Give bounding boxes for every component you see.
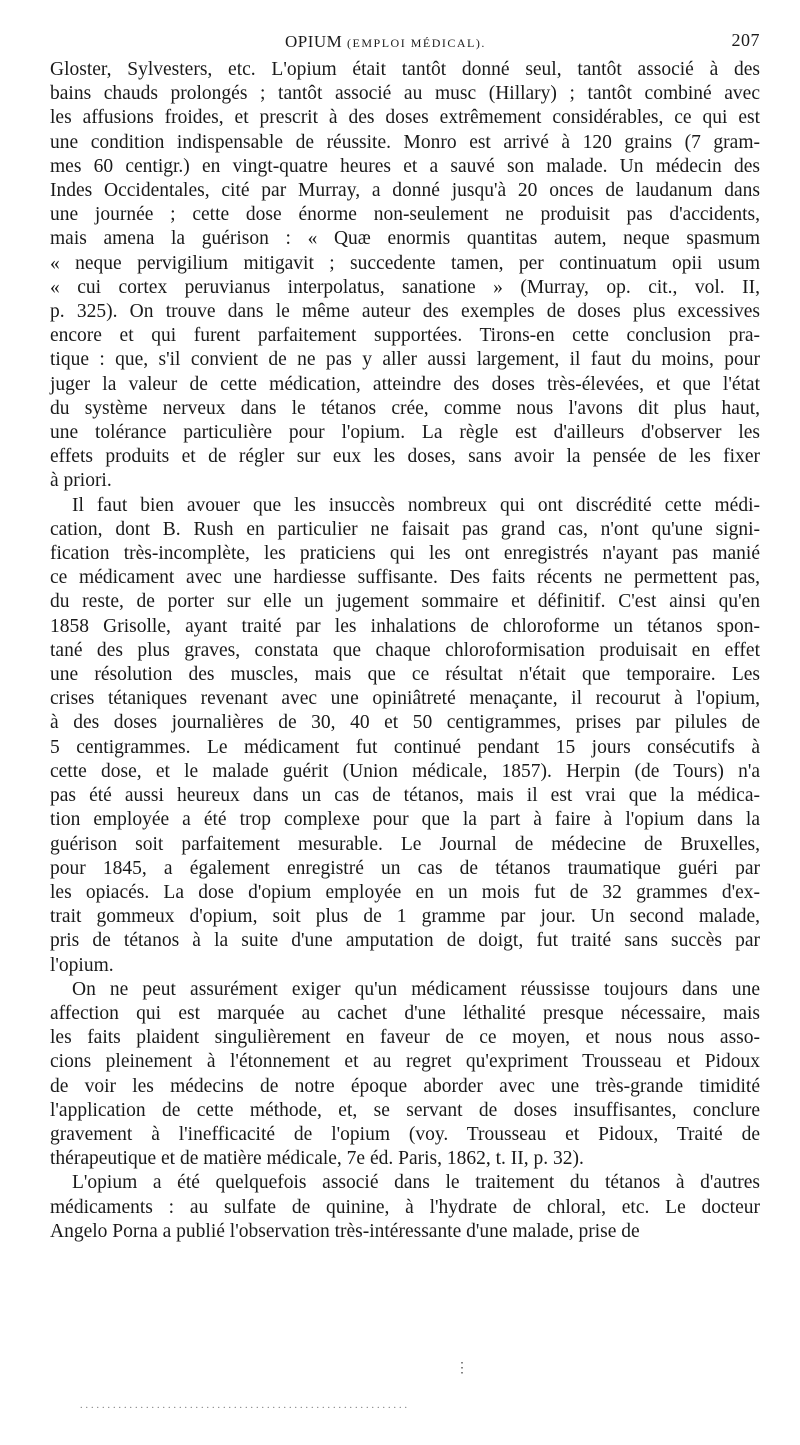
text-line: « cui cortex peruvianus interpolatus, sanatione » (Murray, op. cit., vol. II, [50,276,760,298]
text-line: crises tétaniques revenant avec une opiniâtreté menaçante, il recourut à l'opium, [50,688,760,710]
text-line: du reste, de porter sur elle un jugement sommaire et définitif. C'est ainsi qu'en [50,591,760,613]
text-line: p. 325). On trouve dans le même auteur des exemples de doses plus excessives [50,301,760,323]
text-line: pas été aussi heureux dans un cas de tétanos, mais il est vrai que la médica- [50,785,760,807]
text-line: fication très-incomplète, les praticiens qui les ont enregistrés n'ayant pas manié [50,543,760,565]
text-line: thérapeutique et de matière médicale, 7e éd. Paris, 1862, t. II, p. 32). [50,1148,584,1170]
text-line: l'opium. [50,954,114,976]
text-line: l'application de cette méthode, et, se servant de doses insuffisantes, conclure [50,1099,760,1121]
paragraph [50,978,760,1172]
text-line: gravement à l'inefficacité de l'opium (voy. Trousseau et Pidoux, Traité de [50,1123,760,1145]
paragraph [50,58,760,494]
text-line: pour 1845, a également enregistré un cas de tétanos traumatique guéri par [50,857,760,879]
text-line: juger la valeur de cette médication, atteindre des doses très-élevées, et que l'état [50,373,760,395]
text-line: cette dose, et le malade guérit (Union médicale, 1857). Herpin (de Tours) n'a [50,760,760,782]
text-line: les affusions froides, et prescrit à des doses extrêmement considérables, ce qui est [50,107,760,129]
text-line: L'opium a été quelquefois associé dans le traitement du tétanos à d'autres [72,1172,760,1194]
text-line: une résolution des muscles, mais que ce résultat n'était que temporaire. Les [50,664,760,686]
page [50,30,760,1244]
text-line: cions pleinement à l'étonnement et au regret qu'expriment Trousseau et Pidoux [50,1051,760,1073]
running-title-main: OPIUM [285,32,343,51]
footer-rule: ............................................................ [80,1400,410,1411]
text-line: 5 centigrammes. Le médicament fut continué pendant 15 jours consécutifs à [50,736,760,758]
text-line: une journée ; cette dose énorme non-seulement ne produisit pas d'accidents, [50,204,760,226]
text-line: de voir les médecins de notre époque aborder avec une très-grande timidité [50,1075,760,1097]
text-line: à priori. [50,470,112,492]
text-line: pris de tétanos à la suite d'une amputation de doigt, fut traité sans succès par [50,930,760,952]
text-line: guérison soit parfaitement mesurable. Le Journal de médecine de Bruxelles, [50,833,760,855]
text-line: les opiacés. La dose d'opium employée en un mois fut de 32 grammes d'ex- [50,881,760,903]
text-line: effets produits et de régler sur eux les doses, sans avoir la pensée de les fixer [50,446,760,468]
text-line: encore et qui furent parfaitement supportées. Tirons-en cette conclusion pra- [50,325,760,347]
text-line: les faits plaident singulièrement en faveur de ce moyen, et nous nous asso- [50,1027,760,1049]
text-line: tané des plus graves, constata que chaque chloroformisation produisait en effet [50,639,760,661]
text-line: mes 60 centigr.) en vingt-quatre heures et a sauvé son malade. Un médecin des [50,155,760,177]
text-line: On ne peut assurément exiger qu'un médicament réussisse toujours dans une [72,978,760,1000]
text-line: une condition indispensable de réussite. Monro est arrivé à 120 grains (7 gram- [50,131,760,153]
text-line: mais amena la guérison : « Quæ enormis quantitas autem, neque spasmum [50,228,760,250]
text-line: « neque pervigilium mitigavit ; succedente tamen, per continuatum opii usum [50,252,760,274]
text-line: tique : que, s'il convient de ne pas y aller aussi largement, il faut du moins, pour [50,349,760,371]
text-line: médicaments : au sulfate de quinine, à l'hydrate de chloral, etc. Le docteur [50,1196,760,1218]
text-line: trait gommeux d'opium, soit plus de 1 gramme par jour. Un second malade, [50,906,760,928]
text-line: du système nerveux dans le tétanos crée, comme nous l'avons dit plus haut, [50,397,760,419]
text-line: Il faut bien avouer que les insuccès nombreux qui ont discrédité cette médi- [72,494,760,516]
printer-mark: ⋮ [455,1361,469,1376]
text-line: cation, dont B. Rush en particulier ne faisait pas grand cas, n'ont qu'une signi- [50,518,760,540]
text-line: ce médicament avec une hardiesse suffisante. Des faits récents ne permettent pas, [50,567,760,589]
text-line: affection qui est marquée au cachet d'une léthalité presque nécessaire, mais [50,1002,760,1024]
running-header [50,30,760,58]
text-line: 1858 Grisolle, ayant traité par les inhalations de chloroforme un tétanos spon- [50,615,760,637]
running-title-sub: (EMPLOI MÉDICAL). [347,36,486,50]
page-number: 207 [731,30,760,50]
text-line: à des doses journalières de 30, 40 et 50 centigrammes, prises par pilules de [50,712,760,734]
paragraph [50,1171,760,1244]
text-line: une tolérance particulière pour l'opium. La règle est d'ailleurs d'observer les [50,422,760,444]
text-line: Angelo Porna a publié l'observation très-intéressante d'une malade, prise de [50,1220,640,1242]
text-line: tion employée a été trop complexe pour que la part à faire à l'opium dans la [50,809,760,831]
text-line: Gloster, Sylvesters, etc. L'opium était tantôt donné seul, tantôt associé à des [50,59,760,80]
paragraph [50,494,760,978]
running-title [285,32,486,52]
text-line: Indes Occidentales, cité par Murray, a donné jusqu'à 20 onces de laudanum dans [50,180,760,202]
text-line: bains chauds prolongés ; tantôt associé au musc (Hillary) ; tantôt combiné avec [50,83,760,105]
body-text [50,58,760,1244]
